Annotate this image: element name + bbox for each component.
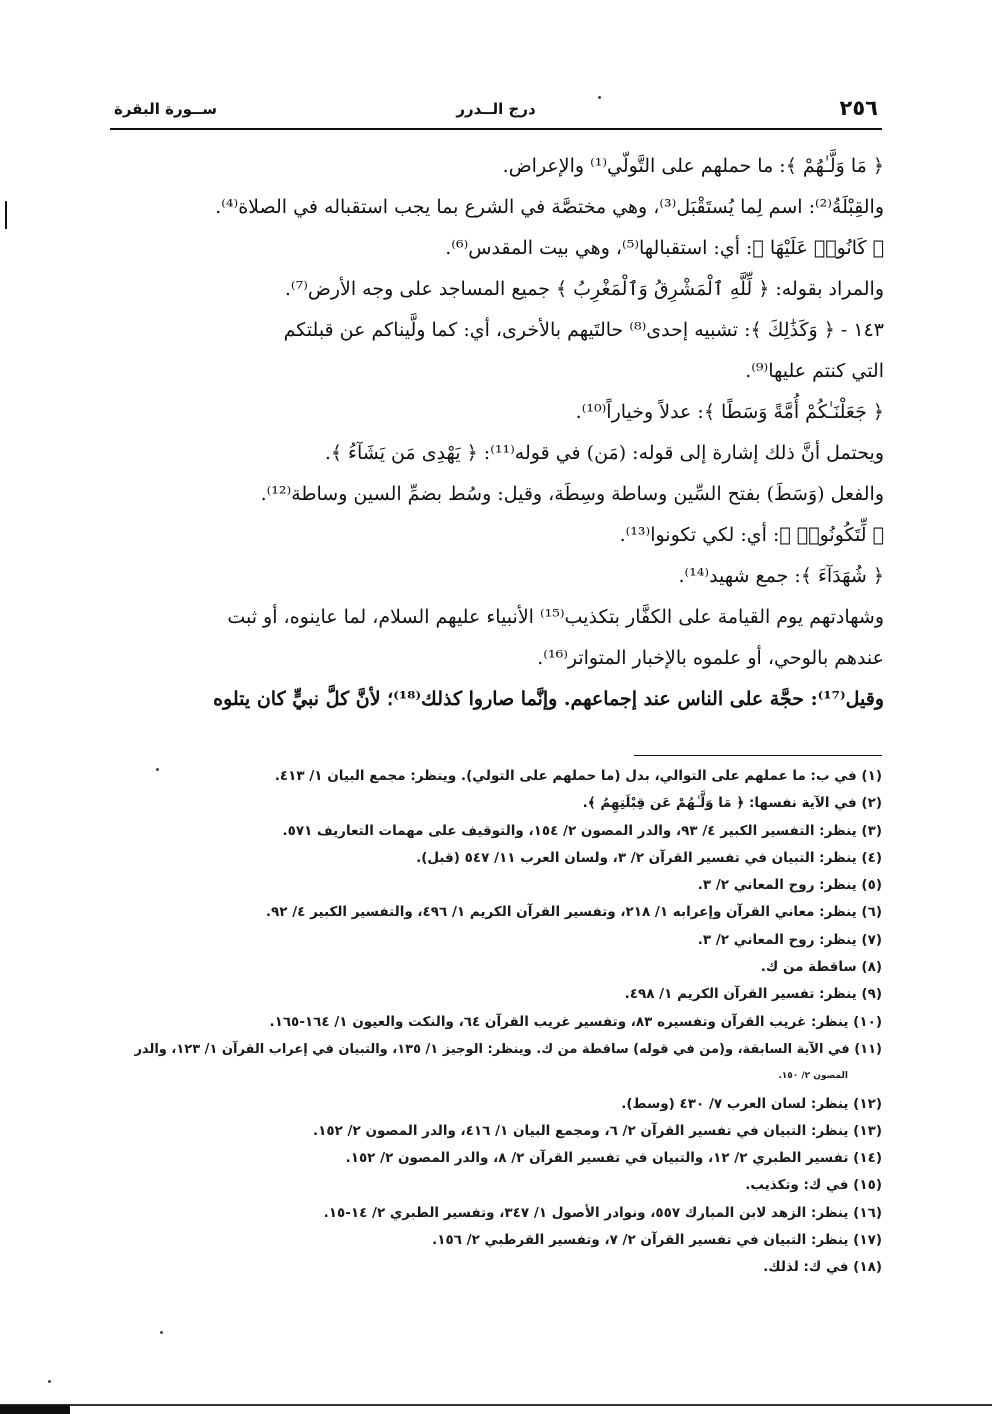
footnote: (١٢) ينظر: لسان العرب ٧/ ٤٣٠ (وسط).	[621, 1095, 882, 1112]
footnote: (٦) ينظر: معاني القرآن وإعرابه ١/ ٢١٨، وتفسير القرآن الكريم ١/ ٤٩٦، والتفسير الكبير ٤/ ٩٢.	[265, 904, 882, 921]
scan-speck	[598, 96, 601, 99]
scan-speck	[48, 1380, 51, 1383]
footnotes	[110, 763, 882, 1282]
text-line: وشهادتهم يوم القيامة على الكفَّار بتكذيب⁽¹⁵⁾ الأنبياء عليهم السلام، لما عاينوه، أو ثبت	[227, 606, 884, 629]
footnote: (١٠) ينظر: غريب القرآن وتفسيره ٨٣، وتفسير غريب القرآن ٦٤، والنكت والعيون ١/ ١٦٤-١٦٥.	[269, 1013, 882, 1030]
footnote: (١) في ب: ما عملهم على التوالي، بدل (ما حملهم على التولي). وينظر: مجمع البيان ١/ ٤١٣.	[274, 768, 882, 784]
text-line: ﴿ شُهَدَآءَ ﴾: جمع شهيد⁽¹⁴⁾.	[678, 565, 884, 588]
footnote: (١٧) ينظر: التبيان في تفسير القرآن ٢/ ٧، وتفسير القرطبي ٢/ ١٥٦.	[432, 1232, 882, 1249]
footnote: (٤) ينظر: التبيان في تفسير القرآن ٢/ ٣، ولسان العرب ١١/ ٥٤٧ (قبل).	[416, 849, 882, 866]
text-line: ﴿ جَعَلْنَـٰكُمْ أُمَّةً وَسَطًا ﴾: عدلاً وخياراً⁽¹⁰⁾.	[575, 401, 884, 424]
text-line: والقِبْلَةُ⁽²⁾: اسم لِما يُستَقْبَل⁽³⁾، وهي مختصَّة في الشرع بما يجب استقباله في الصلاة⁽⁴⁾.	[215, 196, 884, 219]
text-line: ويحتمل أنَّ ذلك إشارة إلى قوله: (مَن) في قوله⁽¹¹⁾: ﴿ يَهْدِى مَن يَشَآءُ ﴾.	[324, 442, 884, 465]
footnote: (٣) ينظر: التفسير الكبير ٤/ ٩٣، والدر المصون ٢/ ١٥٤، والتوقيف على مهمات التعاريف ٥٧١.	[282, 822, 882, 839]
footnote: (١٤) تفسير الطبري ٢/ ١٢، والتبيان في تفسير القرآن ٢/ ٨، والدر المصون ٢/ ١٥٢.	[345, 1150, 882, 1167]
footnote: (٨) ساقطة من ك.	[760, 959, 882, 976]
footnote: (١٨) في ك: لذلك.	[763, 1259, 882, 1276]
footnote: (٧) ينظر: روح المعاني ٢/ ٣.	[697, 931, 882, 948]
bottom-rule	[0, 1404, 992, 1406]
page-number: ٢٥٦	[839, 96, 878, 120]
text-line: التي كنتم عليها⁽⁹⁾.	[745, 360, 884, 383]
scan-speck	[160, 1331, 163, 1334]
footnote-continuation: المصون ٢/ ١٥٠.	[778, 1071, 848, 1082]
text-line: وقيل⁽¹⁷⁾: حجَّة على الناس عند إجماعهم. وإنَّما صاروا كذلك⁽¹⁸⁾؛ لأنَّ كلَّ نبيٍّ كان يتلوه	[213, 688, 884, 711]
text-line: ﴿ لِّتَكُونُوا۟ ﴾: أي: لكي تكونوا⁽¹³⁾.	[619, 524, 884, 547]
footnote: (٩) ينظر: تفسير القرآن الكريم ١/ ٤٩٨.	[624, 986, 882, 1003]
text-line: والفعل (وَسَطَ) بفتح السِّين وساطة وسِطَة، وقيل: وسُط بضمِّ السين وساطة⁽¹²⁾.	[260, 483, 884, 506]
main-text	[108, 146, 884, 720]
footnote: (١٣) ينظر: التبيان في تفسير القرآن ٢/ ٦، ومجمع البيان ١/ ٤١٦، والدر المصون ٢/ ١٥٢.	[312, 1122, 882, 1139]
text-line: ﴿ مَا وَلَّـٰهُمْ ﴾: ما حملهم على التَّولّي⁽¹⁾ والإعراض.	[502, 155, 884, 178]
margin-mark	[5, 201, 7, 229]
text-line: والمراد بقوله: ﴿ لِّلَّهِ ٱلْمَشْرِقُ وَٱلْمَغْرِبُ ﴾ جميع المساجد على وجه الأرض⁽⁷⁾.	[284, 278, 884, 301]
bottom-rule-mark	[0, 1405, 70, 1414]
text-line: ١٤٣ - ﴿ وَكَذَٰلِكَ ﴾: تشبيه إحدى⁽⁸⁾ حالتَيهم بالأخرى، أي: كما ولَّيناكم عن قبلتكم	[283, 319, 884, 342]
surah-title: ســورة البقرة	[114, 100, 218, 118]
footnote: (٢) في الآية نفسها: ﴿ مَا وَلَّـٰهُمْ عَن قِبْلَتِهِمُ ﴾.	[582, 795, 882, 812]
text-line: عندهم بالوحي، أو علموه بالإخبار المتواتر⁽¹⁶⁾.	[537, 647, 884, 670]
scan-speck	[156, 768, 159, 771]
page-header	[110, 92, 882, 130]
footnote: (٥) ينظر: روح المعاني ٢/ ٣.	[697, 877, 882, 894]
text-line: ﴿ كَانُوا۟ عَلَيْهَا ﴾: أي: استقبالها⁽⁵⁾، وهي بيت المقدس⁽⁶⁾.	[445, 237, 884, 260]
book-title: درج الــدرر	[456, 100, 536, 118]
footnote-divider	[634, 755, 882, 756]
footnote: (١٥) في ك: وتكذيب.	[745, 1177, 882, 1194]
footnote: (١٦) ينظر: الزهد لابن المبارك ٥٥٧، ونوادر الأصول ١/ ٣٤٧، وتفسير الطبري ٢/ ١٤-١٥.	[323, 1204, 882, 1221]
footnote: (١١) في الآية السابقة، و(من في قوله) ساقطة من ك. وينظر: الوجيز ١/ ١٣٥، والتبيان في إعراب القرآن ١/ ١٢٣، والدر	[134, 1041, 882, 1057]
